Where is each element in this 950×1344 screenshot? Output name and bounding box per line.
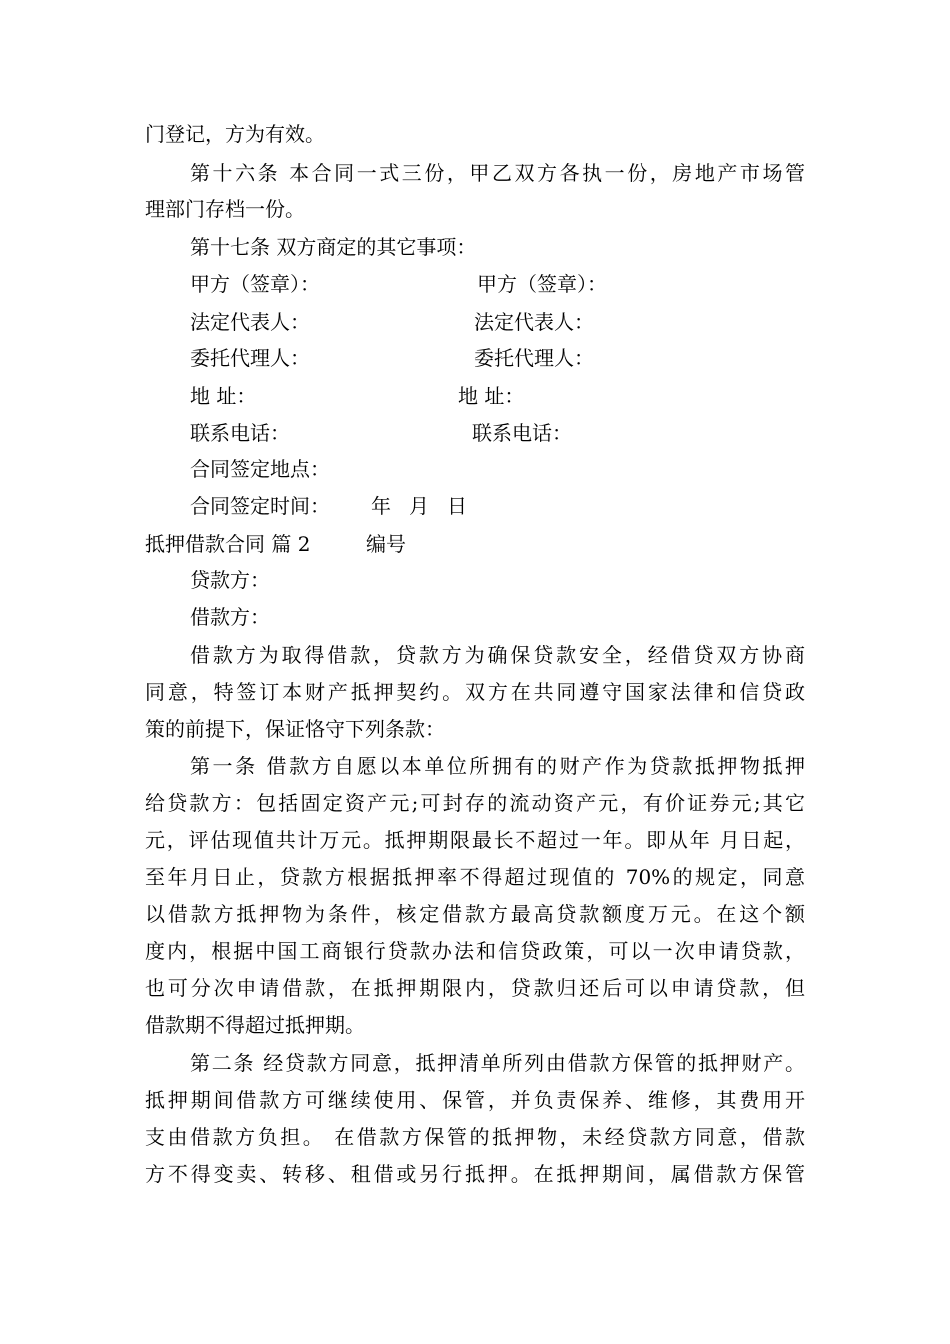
borrower-label: 借款方： [190,605,270,629]
date-year: 年 [371,494,391,518]
text-line: 策的前提下，保证恪守下列条款： [145,717,445,741]
address-label-right: 地 址： [458,384,525,408]
signature-label-party-b: 甲方（签章）： [477,272,607,296]
signing-time-label: 合同签定时间： [190,494,330,518]
text-line: 理部门存档一份。 [145,197,305,221]
lender-label: 贷款方： [190,568,270,592]
section-heading: 抵押借款合同 篇 2 [145,532,311,556]
date-month: 月 [409,494,429,518]
date-day: 日 [447,494,467,518]
legal-rep-label-right: 法定代表人： [474,310,594,334]
text-line: 同意，特签订本财产抵押契约。双方在共同遵守国家法律和信贷政 [145,680,805,704]
text-line: 以借款方抵押物为条件，核定借款方最高贷款额度万元。在这个额 [145,902,805,926]
text-line: 借款期不得超过抵押期。 [145,1013,365,1037]
contract-number-label: 编号 [366,532,406,556]
address-label-left: 地 址： [190,384,257,408]
signature-label-party-a: 甲方（签章）： [190,272,320,296]
text-line: 借款方为取得借款，贷款方为确保贷款安全，经借贷双方协商 [190,643,805,667]
text-line: 第二条 经贷款方同意，抵押清单所列由借款方保管的抵押财产。 [190,1051,805,1075]
text-line: 第十六条 本合同一式三份，甲乙双方各执一份，房地产市场管 [190,161,805,185]
agent-label-right: 委托代理人： [474,346,594,370]
text-line: 第十七条 双方商定的其它事项： [190,235,477,259]
text-line: 第一条 借款方自愿以本单位所拥有的财产作为贷款抵押物抵押 [190,754,805,778]
phone-label-right: 联系电话： [472,421,572,445]
text-line: 方不得变卖、转移、租借或另行抵押。在抵押期间，属借款方保管 [145,1162,805,1186]
text-line: 至年月日止，贷款方根据抵押率不得超过现值的 70%的规定，同意 [145,865,805,889]
text-line: 支由借款方负担。 在借款方保管的抵押物，未经贷款方同意，借款 [145,1125,805,1149]
text-line: 元，评估现值共计万元。抵押期限最长不超过一年。即从年 月日起， [145,828,805,852]
text-line: 度内，根据中国工商银行贷款办法和信贷政策，可以一次申请贷款， [145,939,805,963]
text-line: 门登记，方为有效。 [145,122,325,146]
phone-label-left: 联系电话： [190,421,290,445]
signing-place-label: 合同签定地点： [190,457,330,481]
text-line: 也可分次申请借款，在抵押期限内，贷款归还后可以申请贷款，但 [145,976,805,1000]
text-line: 抵押期间借款方可继续使用、保管，并负责保养、维修，其费用开 [145,1088,805,1112]
legal-rep-label-left: 法定代表人： [190,310,310,334]
agent-label-left: 委托代理人： [190,346,310,370]
text-line: 给贷款方：包括固定资产元;可封存的流动资产元，有价证券元;其它 [145,791,805,815]
